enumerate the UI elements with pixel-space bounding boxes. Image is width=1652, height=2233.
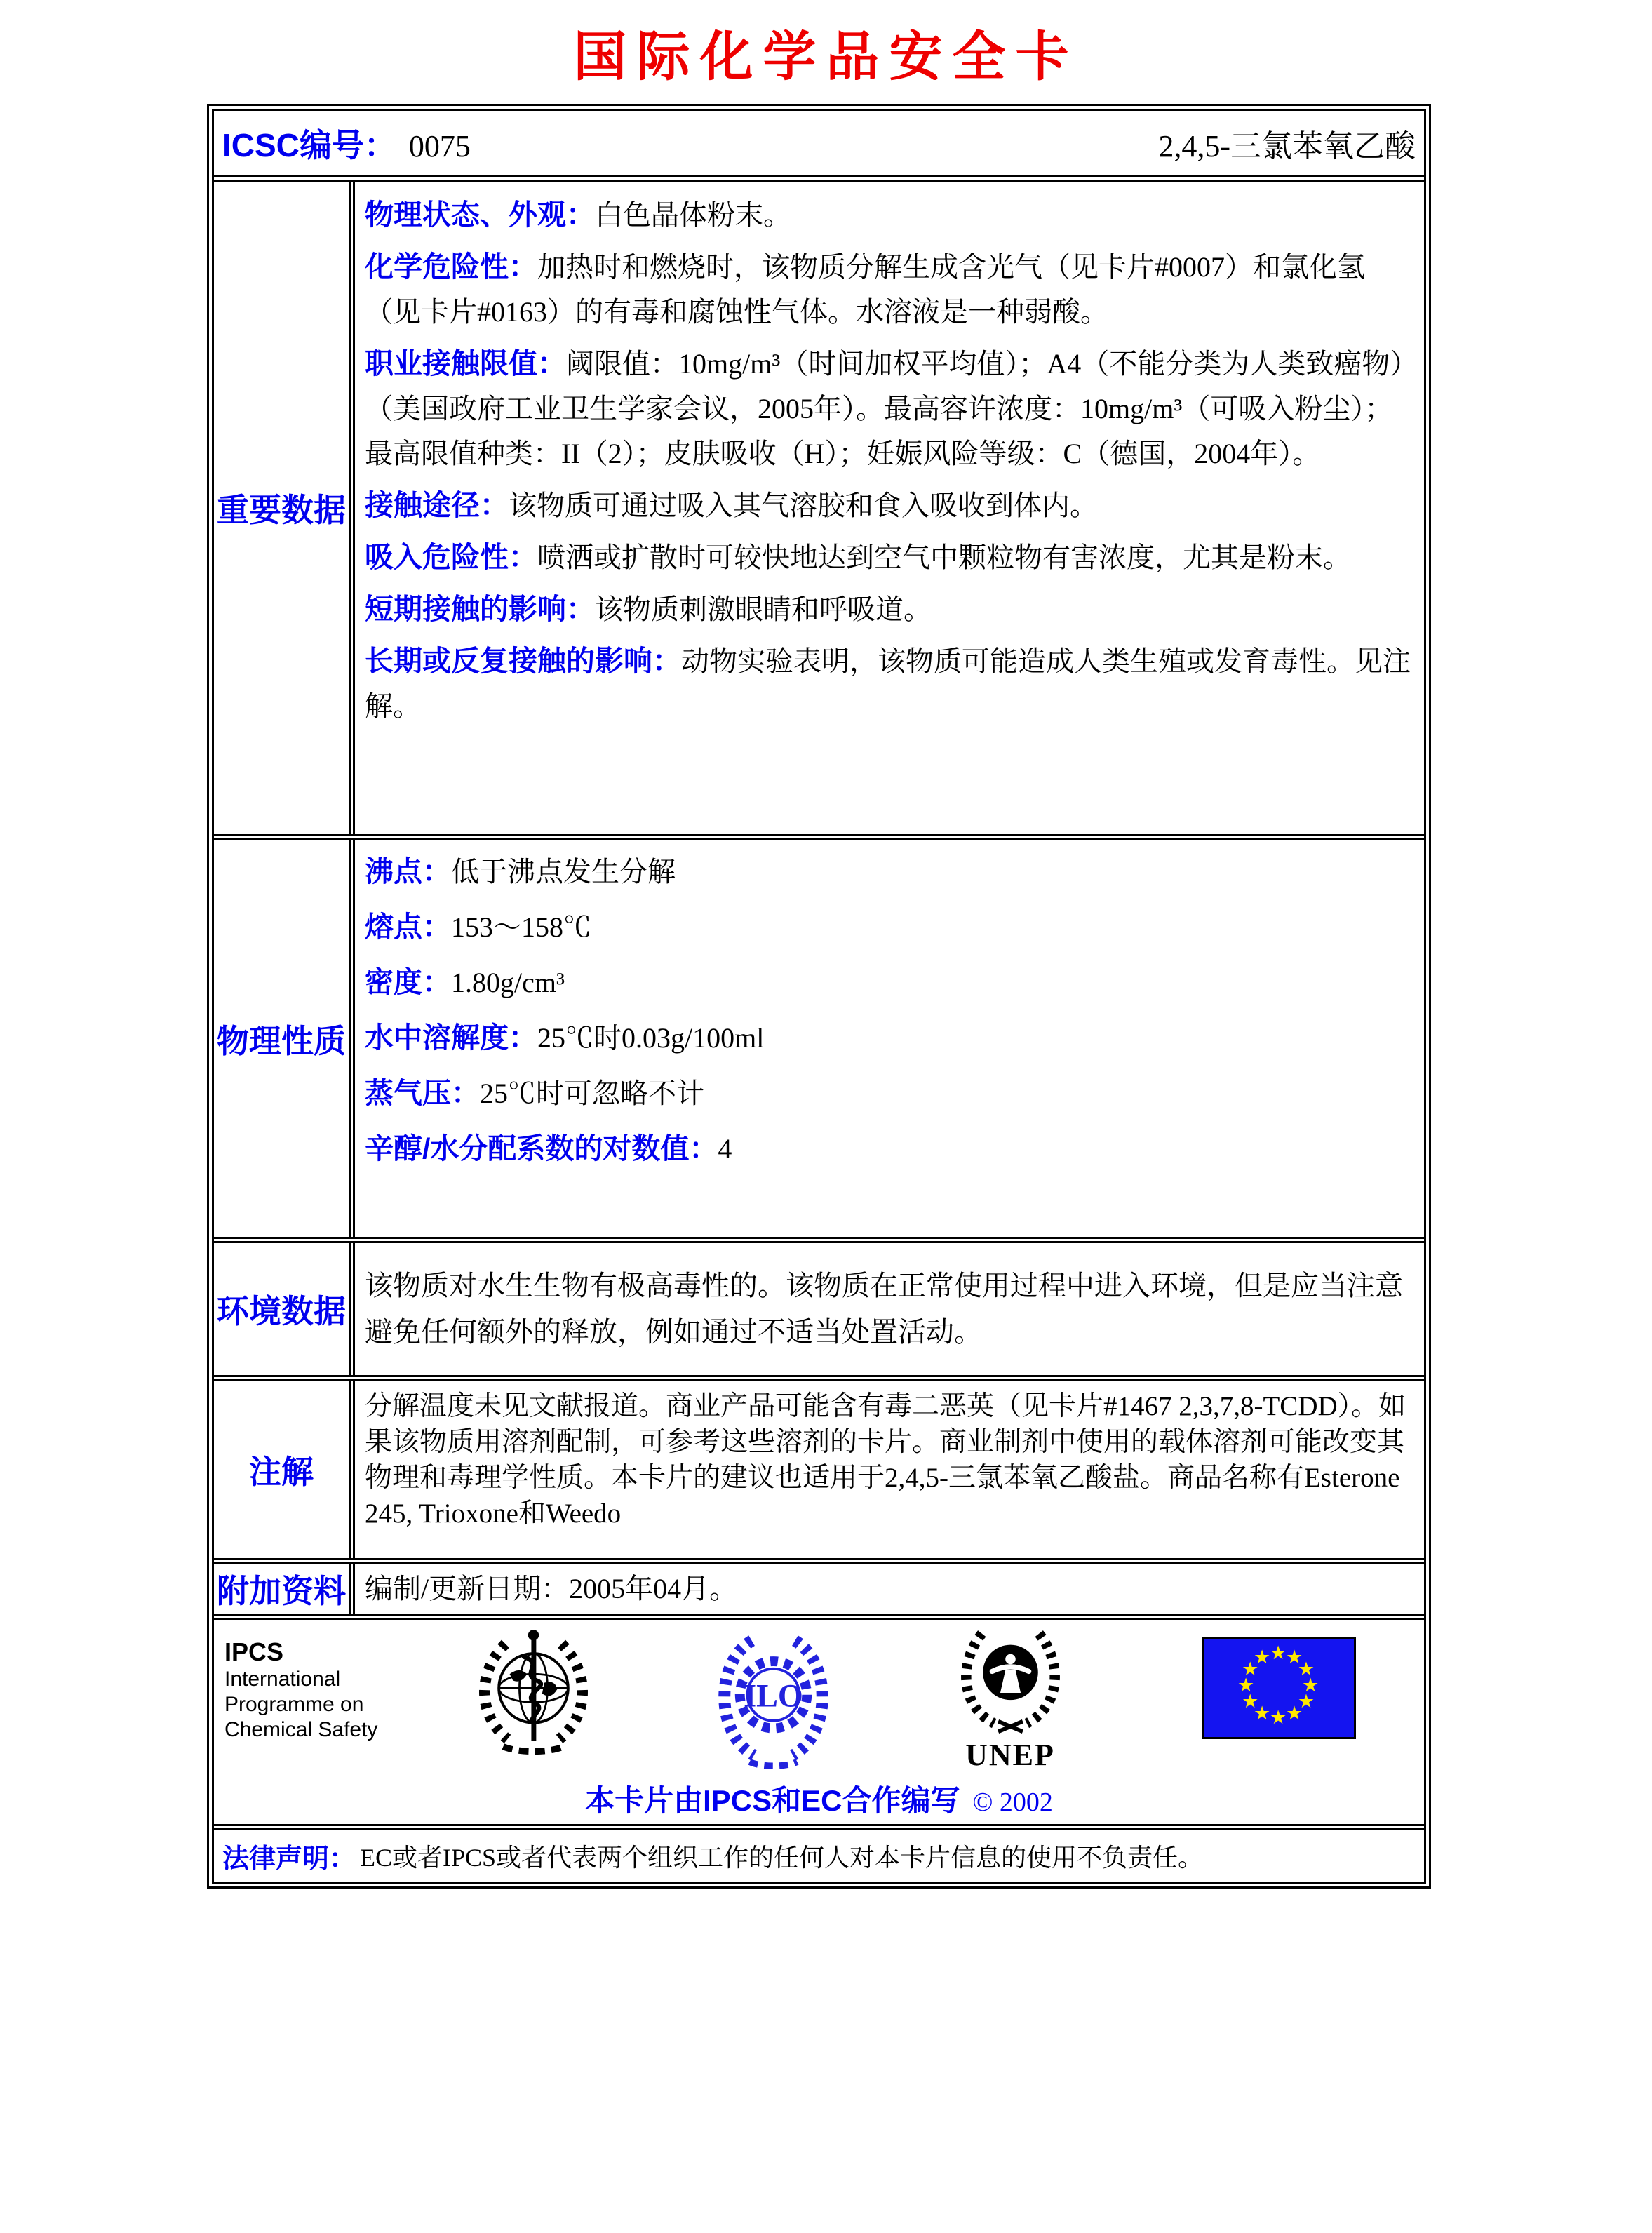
physical-property-item — [365, 961, 1413, 1004]
item-label: 水中溶解度： — [365, 1021, 537, 1054]
additional-info-row — [214, 1558, 1424, 1614]
notes-row — [214, 1375, 1424, 1558]
environmental-data-row — [214, 1237, 1424, 1375]
physical-property-item — [365, 850, 1413, 893]
eu-star-icon: ★ — [1237, 1675, 1255, 1696]
chemical-name: 2,4,5-三氯苯氧乙酸 — [1158, 129, 1416, 163]
who-logo-icon — [469, 1624, 598, 1764]
row-label-notes: 注解 — [214, 1381, 355, 1558]
row-label-environmental-data: 环境数据 — [214, 1243, 355, 1375]
eu-star-icon: ★ — [1254, 1647, 1271, 1669]
eu-star-icon: ★ — [1270, 1707, 1287, 1729]
svg-text:ILO: ILO — [744, 1678, 803, 1715]
important-data-item — [365, 638, 1413, 729]
physical-properties-content — [355, 840, 1424, 1237]
copyright-text: © 2002 — [972, 1788, 1053, 1817]
physical-property-item — [365, 1127, 1413, 1170]
environmental-data-text: 该物质对水生生物有极高毒性的。该物质在正常使用过程中进入环境，但是应当注意避免任何额外的释放，例如通过不适当处置活动。 — [365, 1270, 1403, 1348]
item-label: 沸点： — [365, 855, 451, 887]
logos-row — [214, 1614, 1424, 1824]
item-label: 短期接触的影响： — [365, 593, 595, 625]
item-label: 物理状态、外观： — [365, 199, 595, 231]
item-text: 阈限值：10mg/m³（时间加权平均值）；A4（不能分类为人类致癌物）（美国政府工业卫生学家会议，2005年）。最高容许浓度：10mg/m³（可吸入粉尘）；最高限值种类：II（2）；皮肤吸收（H）；妊娠风险等级：C（德国，2004年）。 — [365, 348, 1404, 469]
item-text: 动物实验表明，该物质可能造成人类生殖或发育毒性。见注解。 — [365, 645, 1411, 722]
eu-star-icon: ★ — [1302, 1675, 1319, 1696]
item-text: 该物质刺激眼睛和呼吸道。 — [595, 594, 932, 625]
row-label-important-data: 重要数据 — [214, 182, 355, 834]
notes-content — [355, 1381, 1424, 1558]
legal-label: 法律声明： — [222, 1844, 356, 1874]
item-label: 熔点： — [365, 911, 451, 943]
physical-property-item — [365, 906, 1413, 948]
eu-star-icon: ★ — [1297, 1658, 1315, 1680]
item-label: 辛醇/水分配系数的对数值： — [365, 1132, 718, 1165]
ipcs-name: IPCS — [224, 1637, 284, 1666]
eu-star-icon: ★ — [1286, 1702, 1303, 1724]
eu-star-icon: ★ — [1286, 1647, 1303, 1669]
icsc-number-group — [222, 120, 471, 166]
item-text: 25℃时可忽略不计 — [480, 1078, 704, 1109]
important-data-item — [365, 192, 1413, 238]
item-text: 低于沸点发生分解 — [451, 856, 676, 887]
cooperation-line — [214, 1778, 1424, 1820]
item-text: 喷洒或扩散时可较快地达到空气中颗粒物有害浓度，尤其是粉末。 — [537, 542, 1351, 573]
important-data-content — [355, 182, 1424, 834]
eu-star-icon: ★ — [1242, 1658, 1259, 1680]
eu-flag-icon — [1202, 1637, 1356, 1739]
physical-property-item — [365, 1072, 1413, 1115]
ilo-logo-icon — [709, 1628, 838, 1776]
item-text: 该物质可通过吸入其气溶胶和食入吸收到体内。 — [509, 490, 1098, 521]
cooperation-note: 本卡片由IPCS和EC合作编写 — [585, 1784, 960, 1817]
physical-property-item — [365, 1017, 1413, 1059]
item-text: 白色晶体粉末。 — [595, 199, 791, 231]
item-text: 4 — [718, 1133, 732, 1165]
additional-info-text: 编制/更新日期：2005年04月。 — [365, 1573, 738, 1604]
ipcs-wordmark — [224, 1637, 377, 1743]
item-label: 吸入危险性： — [365, 541, 537, 573]
eu-star-icon: ★ — [1297, 1691, 1315, 1712]
ipcs-line: Chemical Safety — [224, 1718, 378, 1741]
icsc-card — [207, 104, 1431, 1889]
item-text: 153～158℃ — [451, 911, 591, 943]
page-title: 国际化学品安全卡 — [573, 28, 1079, 87]
important-data-item — [365, 341, 1413, 476]
item-label: 职业接触限值： — [365, 347, 566, 380]
item-label: 接触途径： — [365, 489, 509, 521]
important-data-item — [365, 244, 1413, 335]
eu-star-icon: ★ — [1242, 1691, 1259, 1712]
ipcs-line: International — [224, 1668, 341, 1691]
physical-properties-row — [214, 834, 1424, 1237]
icsc-number-value: 0075 — [408, 129, 471, 163]
header-row — [214, 111, 1424, 175]
additional-info-content — [355, 1564, 1424, 1614]
important-data-row — [214, 175, 1424, 834]
eu-star-icon: ★ — [1270, 1642, 1287, 1664]
row-label-physical-properties: 物理性质 — [214, 840, 355, 1237]
legal-text: EC或者IPCS或者代表两个组织工作的任何人对本卡片信息的使用不负责任。 — [360, 1844, 1204, 1872]
unep-wordmark: UNEP — [965, 1738, 1055, 1772]
unep-logo-block — [943, 1625, 1077, 1773]
important-data-item — [365, 535, 1413, 580]
ipcs-line: Programme on — [224, 1693, 364, 1716]
item-text: 加热时和燃烧时，该物质分解生成含光气（见卡片#0007）和氯化氢（见卡片#0163）的有毒和腐蚀性气体。水溶液是一种弱酸。 — [365, 251, 1365, 328]
important-data-item — [365, 483, 1413, 528]
item-label: 密度： — [365, 966, 451, 998]
legal-row — [214, 1824, 1424, 1882]
notes-text: 分解温度未见文献报道。商业产品可能含有毒二恶英（见卡片#1467 2,3,7,8-TCDD）。如果该物质用溶剂配制，可参考这些溶剂的卡片。商业制剂中使用的载体溶剂可能改变其物理和毒理学性质。本卡片的建议也适用于2,4,5-三氯苯氧乙酸盐。商品名称有Esterone 245, Trioxone和Weedo — [365, 1391, 1406, 1529]
environmental-data-content — [355, 1243, 1424, 1375]
important-data-item — [365, 586, 1413, 632]
item-text: 25℃时0.03g/100ml — [537, 1022, 765, 1054]
item-text: 1.80g/cm³ — [451, 967, 565, 998]
item-label: 化学危险性： — [365, 250, 537, 283]
item-label: 长期或反复接触的影响： — [365, 645, 681, 677]
eu-star-icon: ★ — [1254, 1702, 1271, 1724]
row-label-additional-info: 附加资料 — [214, 1564, 355, 1614]
icsc-number-label: ICSC编号： — [222, 127, 396, 163]
item-label: 蒸气压： — [365, 1077, 480, 1109]
